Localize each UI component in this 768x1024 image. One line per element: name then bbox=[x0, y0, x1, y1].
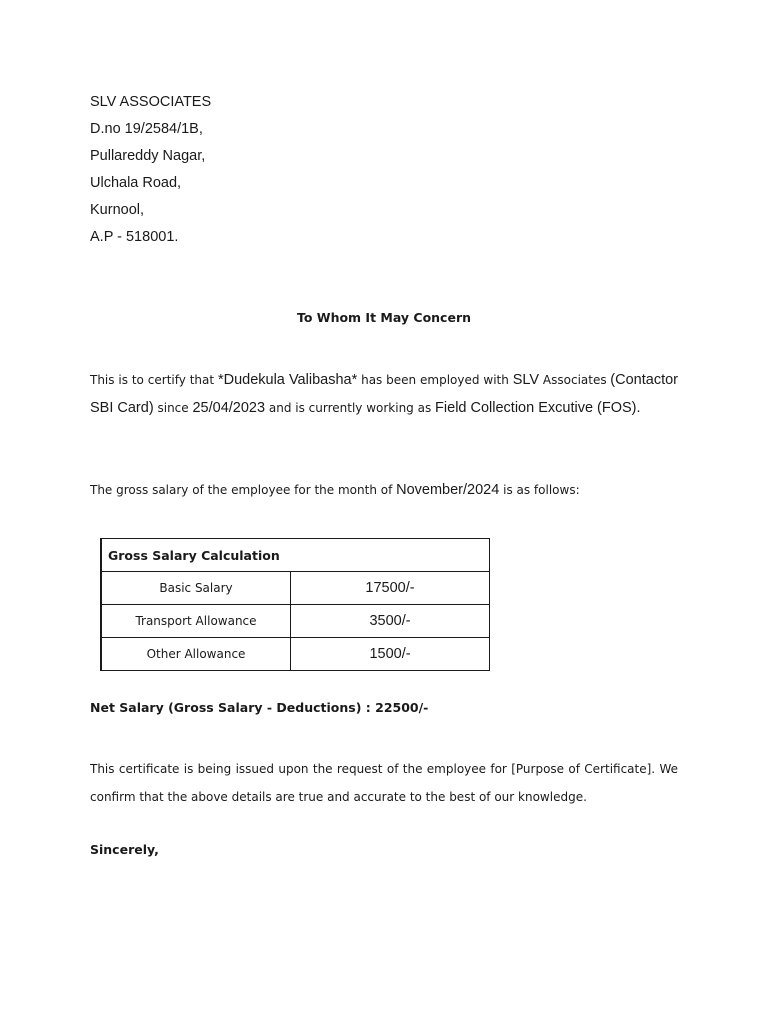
company-address-block bbox=[90, 92, 211, 254]
salary-component-label: Transport Allowance bbox=[101, 605, 291, 638]
salary-component-value: 3500/- bbox=[291, 605, 490, 638]
start-date: 25/04/2023 bbox=[192, 400, 266, 416]
table-row bbox=[101, 572, 490, 605]
gross-salary-intro bbox=[90, 480, 678, 500]
table-row bbox=[101, 638, 490, 671]
table-title: Gross Salary Calculation bbox=[101, 539, 490, 572]
address-line: Kurnool, bbox=[90, 202, 145, 218]
net-salary: Net Salary (Gross Salary - Deductions) : 22500/- bbox=[90, 700, 429, 715]
salary-component-label: Other Allowance bbox=[101, 638, 291, 671]
company-name: SLV ASSOCIATES bbox=[90, 94, 212, 110]
salary-month: November/2024 bbox=[396, 482, 500, 498]
designation: Field Collection Excutive (FOS). bbox=[435, 400, 641, 416]
address-line: Pullareddy Nagar, bbox=[90, 148, 206, 164]
salary-component-value: 17500/- bbox=[291, 572, 490, 605]
closing-salutation: Sincerely, bbox=[90, 842, 159, 857]
client-name: (Contactor SBI Card) bbox=[90, 372, 678, 416]
cert-text: and is currently working as bbox=[265, 401, 436, 415]
company-short-name: SLV bbox=[512, 372, 540, 388]
gross-intro-text: is as follows: bbox=[499, 483, 580, 497]
table-row bbox=[101, 605, 490, 638]
table-title-row bbox=[101, 539, 490, 572]
employee-name: *Dudekula Valibasha* bbox=[217, 372, 358, 388]
salary-component-value: 1500/- bbox=[291, 638, 490, 671]
salary-component-label: Basic Salary bbox=[101, 572, 291, 605]
letter-heading: To Whom It May Concern bbox=[296, 310, 472, 325]
address-line: Ulchala Road, bbox=[90, 175, 182, 191]
cert-text: Associates bbox=[539, 373, 607, 387]
certification-paragraph bbox=[90, 366, 678, 422]
cert-text: since bbox=[153, 401, 193, 415]
issue-statement: This certificate is being issued upon the request of the employee for [Purpose of Certificate]. We confirm that the above details are true and accurate to the best of our knowledge. bbox=[90, 762, 678, 804]
address-line: D.no 19/2584/1B, bbox=[90, 121, 203, 137]
gross-intro-text: The gross salary of the employee for the month of bbox=[90, 483, 397, 497]
cert-text: This is to certify that bbox=[90, 373, 218, 387]
cert-text: has been employed with bbox=[357, 373, 513, 387]
gross-salary-table bbox=[100, 538, 490, 671]
address-line: A.P - 518001. bbox=[90, 229, 179, 245]
